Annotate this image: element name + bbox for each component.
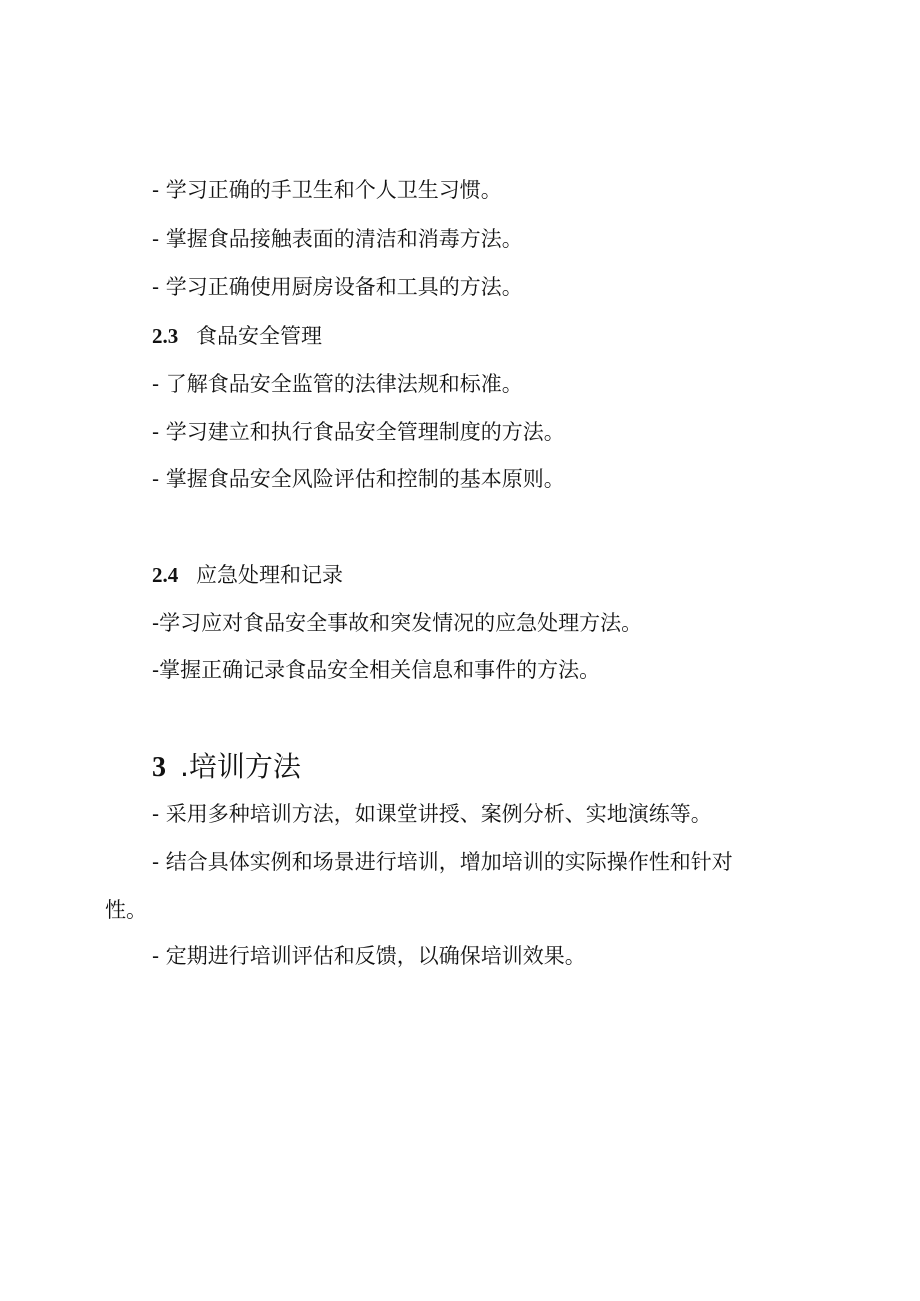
section-title: .培训方法 bbox=[180, 750, 301, 783]
list-item: - 学习正确使用厨房设备和工具的方法。 bbox=[152, 275, 523, 299]
section-heading-2-4 bbox=[152, 561, 343, 589]
list-item: -学习应对食品安全事故和突发情况的应急处理方法。 bbox=[152, 611, 643, 635]
list-item: - 学习建立和执行食品安全管理制度的方法。 bbox=[152, 420, 565, 444]
list-item: - 学习正确的手卫生和个人卫生习惯。 bbox=[152, 178, 502, 202]
section-heading-2-3 bbox=[152, 322, 322, 350]
section-heading-3 bbox=[152, 749, 301, 786]
section-number: 2.3 bbox=[152, 324, 179, 348]
list-item: - 掌握食品安全风险评估和控制的基本原则。 bbox=[152, 467, 565, 491]
list-item: - 掌握食品接触表面的清洁和消毒方法。 bbox=[152, 227, 523, 251]
section-number: 3 bbox=[152, 752, 166, 783]
section-title: 食品安全管理 bbox=[196, 324, 322, 348]
list-item: - 了解食品安全监管的法律法规和标准。 bbox=[152, 372, 523, 396]
section-title: 应急处理和记录 bbox=[196, 563, 343, 587]
list-item: -掌握正确记录食品安全相关信息和事件的方法。 bbox=[152, 658, 601, 682]
list-item: - 采用多种培训方法，如课堂讲授、案例分析、实地演练等。 bbox=[152, 802, 712, 826]
list-item: - 定期进行培训评估和反馈，以确保培训效果。 bbox=[152, 944, 586, 968]
list-item-continuation: 性。 bbox=[105, 898, 147, 922]
section-number: 2.4 bbox=[152, 563, 179, 587]
list-item: - 结合具体实例和场景进行培训，增加培训的实际操作性和针对 bbox=[152, 850, 733, 874]
